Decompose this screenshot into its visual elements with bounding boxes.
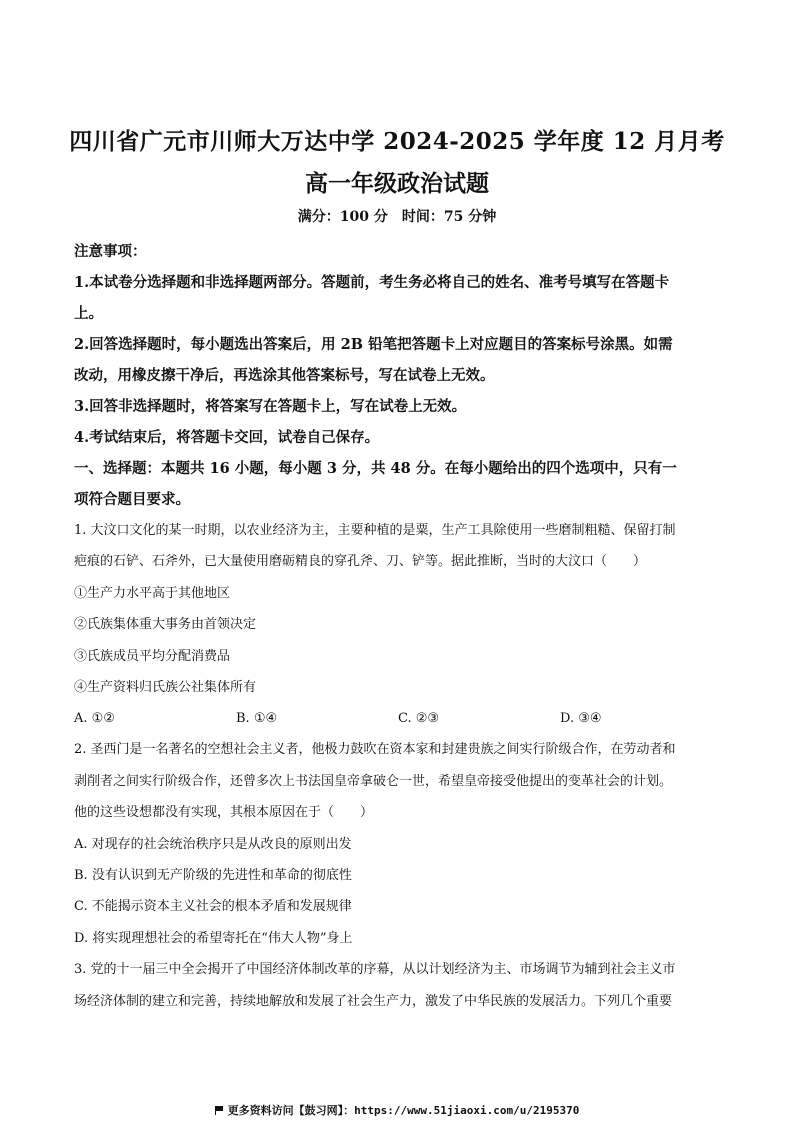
notice-line: 1.本试卷分选择题和非选择题两部分。答题前，考生务必将自己的姓名、准考号填写在答题卡: [74, 274, 670, 291]
section-heading-line: 一、选择题：本题共 16 小题，每小题 3 分，共 48 分。在每小题给出的四个选项中，只有一: [74, 460, 677, 477]
question-stem: 疤痕的石铲、石斧外，已大量使用磨砺精良的穿孔斧、刀、铲等。据此推断，当时的大汶口（ ）: [74, 554, 647, 570]
notice-line: 4.考试结束后，将答题卡交回，试卷自己保存。: [74, 429, 380, 446]
answer-options: [74, 703, 724, 734]
option-c: C. 不能揭示资本主义社会的根本矛盾和发展规律: [74, 899, 352, 915]
exam-title: 四川省广元市川师大万达中学 2024-2025 学年度 12 月月考: [69, 128, 725, 155]
footer-link[interactable]: [0, 1102, 794, 1118]
option-b: B. 没有认识到无产阶级的先进性和革命的彻底性: [74, 868, 352, 884]
score-time-info: 满分：100 分 时间：75 分钟: [297, 209, 497, 225]
option-a: A. 对现存的社会统治秩序只是从改良的原则出发: [74, 836, 352, 852]
notice-line: 上。: [74, 305, 103, 322]
question-stem: 2. 圣西门是一名著名的空想社会主义者，他极力鼓吹在资本家和封建贵族之间实行阶级合作，在劳动者和: [74, 742, 676, 758]
option-c: C. ②③: [398, 711, 440, 727]
notice-section: [74, 236, 724, 453]
option-d: D. 将实现理想社会的希望寄托在“伟大人物”身上: [74, 930, 353, 946]
question-stem: 1. 大汶口文化的某一时期，以农业经济为主，主要种植的是粟，生产工具除使用一些磨制粗糙、保留打制: [74, 523, 676, 538]
question-stem: 剥削者之间实行阶级合作，还曾多次上书法国皇帝拿破仑一世，希望皇帝接受他提出的变革社会的计划。: [74, 773, 673, 789]
statement-item: ①生产力水平高于其他地区: [74, 585, 231, 601]
notice-line: 3.回答非选择题时，将答案写在答题卡上，写在试卷上无效。: [74, 398, 467, 415]
exam-body: [74, 236, 724, 1017]
footer-text: 更多资料访问【鼓习网】：https://www.51jiaoxi.com/u/2195370: [227, 1104, 580, 1117]
question-stem: 他的这些设想都没有实现，其根本原因在于（ ）: [74, 805, 374, 821]
notice-line: 改动，用橡皮擦干净后，再选涂其他答案标号，写在试卷上无效。: [74, 367, 495, 384]
option-b: B. ①④: [236, 711, 278, 727]
question-stem: 3. 党的十一届三中全会揭开了中国经济体制改革的序幕，从以计划经济为主、市场调节为辅到社会主义市: [74, 962, 676, 978]
section-heading-line: 项符合题目要求。: [74, 491, 190, 508]
flag-icon: [215, 1106, 224, 1115]
option-d: D. ③④: [560, 711, 602, 727]
notice-heading: 注意事项：: [74, 243, 147, 260]
question-2: [74, 734, 724, 954]
option-a: A. ①②: [74, 711, 115, 727]
notice-line: 2.回答选择题时，每小题选出答案后，用 2B 铅笔把答题卡上对应题目的答案标号涂黑。如需: [74, 336, 673, 353]
exam-subtitle: 高一年级政治试题: [305, 170, 489, 197]
question-stem: 场经济体制的建立和完善，持续地解放和发展了社会生产力，激发了中华民族的发展活力。下列几个重要: [74, 993, 673, 1009]
question-3: [74, 954, 724, 1017]
statement-item: ④生产资料归氏族公社集体所有: [74, 680, 257, 696]
question-1: [74, 515, 724, 734]
statement-item: ③氏族成员平均分配消费品: [74, 648, 231, 664]
section-heading: [74, 453, 724, 515]
statement-item: ②氏族集体重大事务由首领决定: [74, 617, 257, 633]
